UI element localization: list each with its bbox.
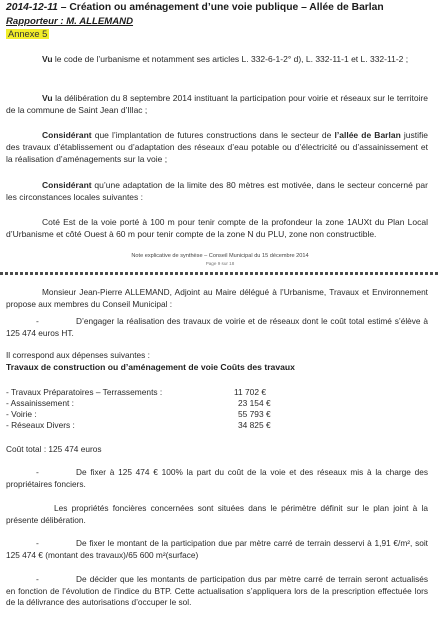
considerant-paragraph: Considérant que l’implantation de futures constructions dans le secteur de l’allée de Barlan justifie des travaux d’établissement ou d’adaptation des réseaux d’eau potable ou d’électricité ou d’assainissement et la réalisation d’aménagements sur la voie ; bbox=[6, 130, 428, 164]
total-cost: Coût total : 125 474 euros bbox=[6, 444, 102, 454]
considerant-paragraph: Considérant qu’une adaptation de la limite des 80 mètres est motivée, dans le secteur concerné par les circonstances locales suivantes : bbox=[6, 180, 428, 202]
decision-item: D’engager la réalisation des travaux de voirie et de réseaux dont le coût total estimé s’élève à 125 474 euros HT. bbox=[6, 316, 428, 338]
bullet-dash: - bbox=[36, 538, 39, 548]
cost-amount: 55 793 € bbox=[238, 409, 271, 419]
decision-item: De fixer à 125 474 € 100% la part du coût de la voie et des réseaux mis à la charge des propriétaires fonciers. bbox=[6, 467, 428, 489]
cost-label: - Travaux Préparatoires – Terrassements : bbox=[6, 387, 163, 397]
footer-page-number: Page 9 sur 18 bbox=[205, 261, 235, 266]
decision-item: De décider que les montants de participation dus par mètre carré de terrain seront actualisés en fonction de l’évolution de l’indice du BTP. Cette actualisation s’appliquera lors de la prescription effectuée lors de la délivrance des autorisations d’occuper le sol. bbox=[6, 574, 428, 608]
intro-paragraph: Monsieur Jean-Pierre ALLEMAND, Adjoint au Maire délégué à l’Urbanisme, Travaux et Environnement propose aux membres du Conseil Municipal : bbox=[6, 287, 428, 309]
cost-amount: 11 702 € bbox=[234, 387, 266, 397]
page-separator bbox=[0, 272, 439, 275]
deliberation-date: 2014-12-11 bbox=[6, 2, 58, 13]
considerant-paragraph: Vu la délibération du 8 septembre 2014 instituant la participation pour voirie et réseaux sur le territoire de la commune de Saint Jean d’Illac ; bbox=[6, 93, 428, 115]
considerant-paragraph: Vu le code de l’urbanisme et notamment ses articles L. 332-6-1-2° d), L. 332-11-1 et L. 332-11-2 ; bbox=[42, 54, 409, 64]
deliberation-title: – Création ou aménagement d’une voie publique – Allée de Barlan bbox=[57, 2, 384, 13]
costs-heading: Travaux de construction ou d’aménagement de voie Coûts des travaux bbox=[6, 362, 295, 372]
rapporteur-line: Rapporteur : M. ALLEMAND bbox=[6, 16, 134, 27]
bullet-dash: - bbox=[36, 467, 39, 477]
expenses-intro: Il correspond aux dépenses suivantes : bbox=[6, 350, 150, 360]
cost-amount: 34 825 € bbox=[238, 420, 271, 430]
cost-label: - Voirie : bbox=[6, 409, 37, 419]
footer-note: Note explicative de synthèse – Conseil Municipal du 15 décembre 2014 bbox=[131, 253, 309, 259]
bullet-dash: - bbox=[36, 316, 39, 326]
cost-amount: 23 154 € bbox=[238, 398, 271, 408]
considerant-paragraph: Coté Est de la voie porté à 100 m pour tenir compte de la profondeur la zone 1AUXt du Plan Local d’Urbanisme et côté Ouest à 60 m pour tenir compte de la zone N du PLU, zone non constructible. bbox=[6, 217, 428, 239]
decision-item: De fixer le montant de la participation due par mètre carré de terrain desservi à 1,91 €/m², soit 125 474 € (montant des travaux)/65 600 m²(surface) bbox=[6, 538, 428, 560]
decision-item: Les propriétés foncières concernées sont situées dans le périmètre définit sur le plan joint à la présente délibération. bbox=[6, 503, 428, 525]
cost-label: - Réseaux Divers : bbox=[6, 420, 75, 430]
cost-label: - Assainissement : bbox=[6, 398, 74, 408]
annexe-badge: Annexe 5 bbox=[8, 29, 48, 39]
bullet-dash: - bbox=[36, 574, 39, 584]
deliberation-heading bbox=[6, 2, 436, 13]
page-footer bbox=[90, 253, 350, 267]
